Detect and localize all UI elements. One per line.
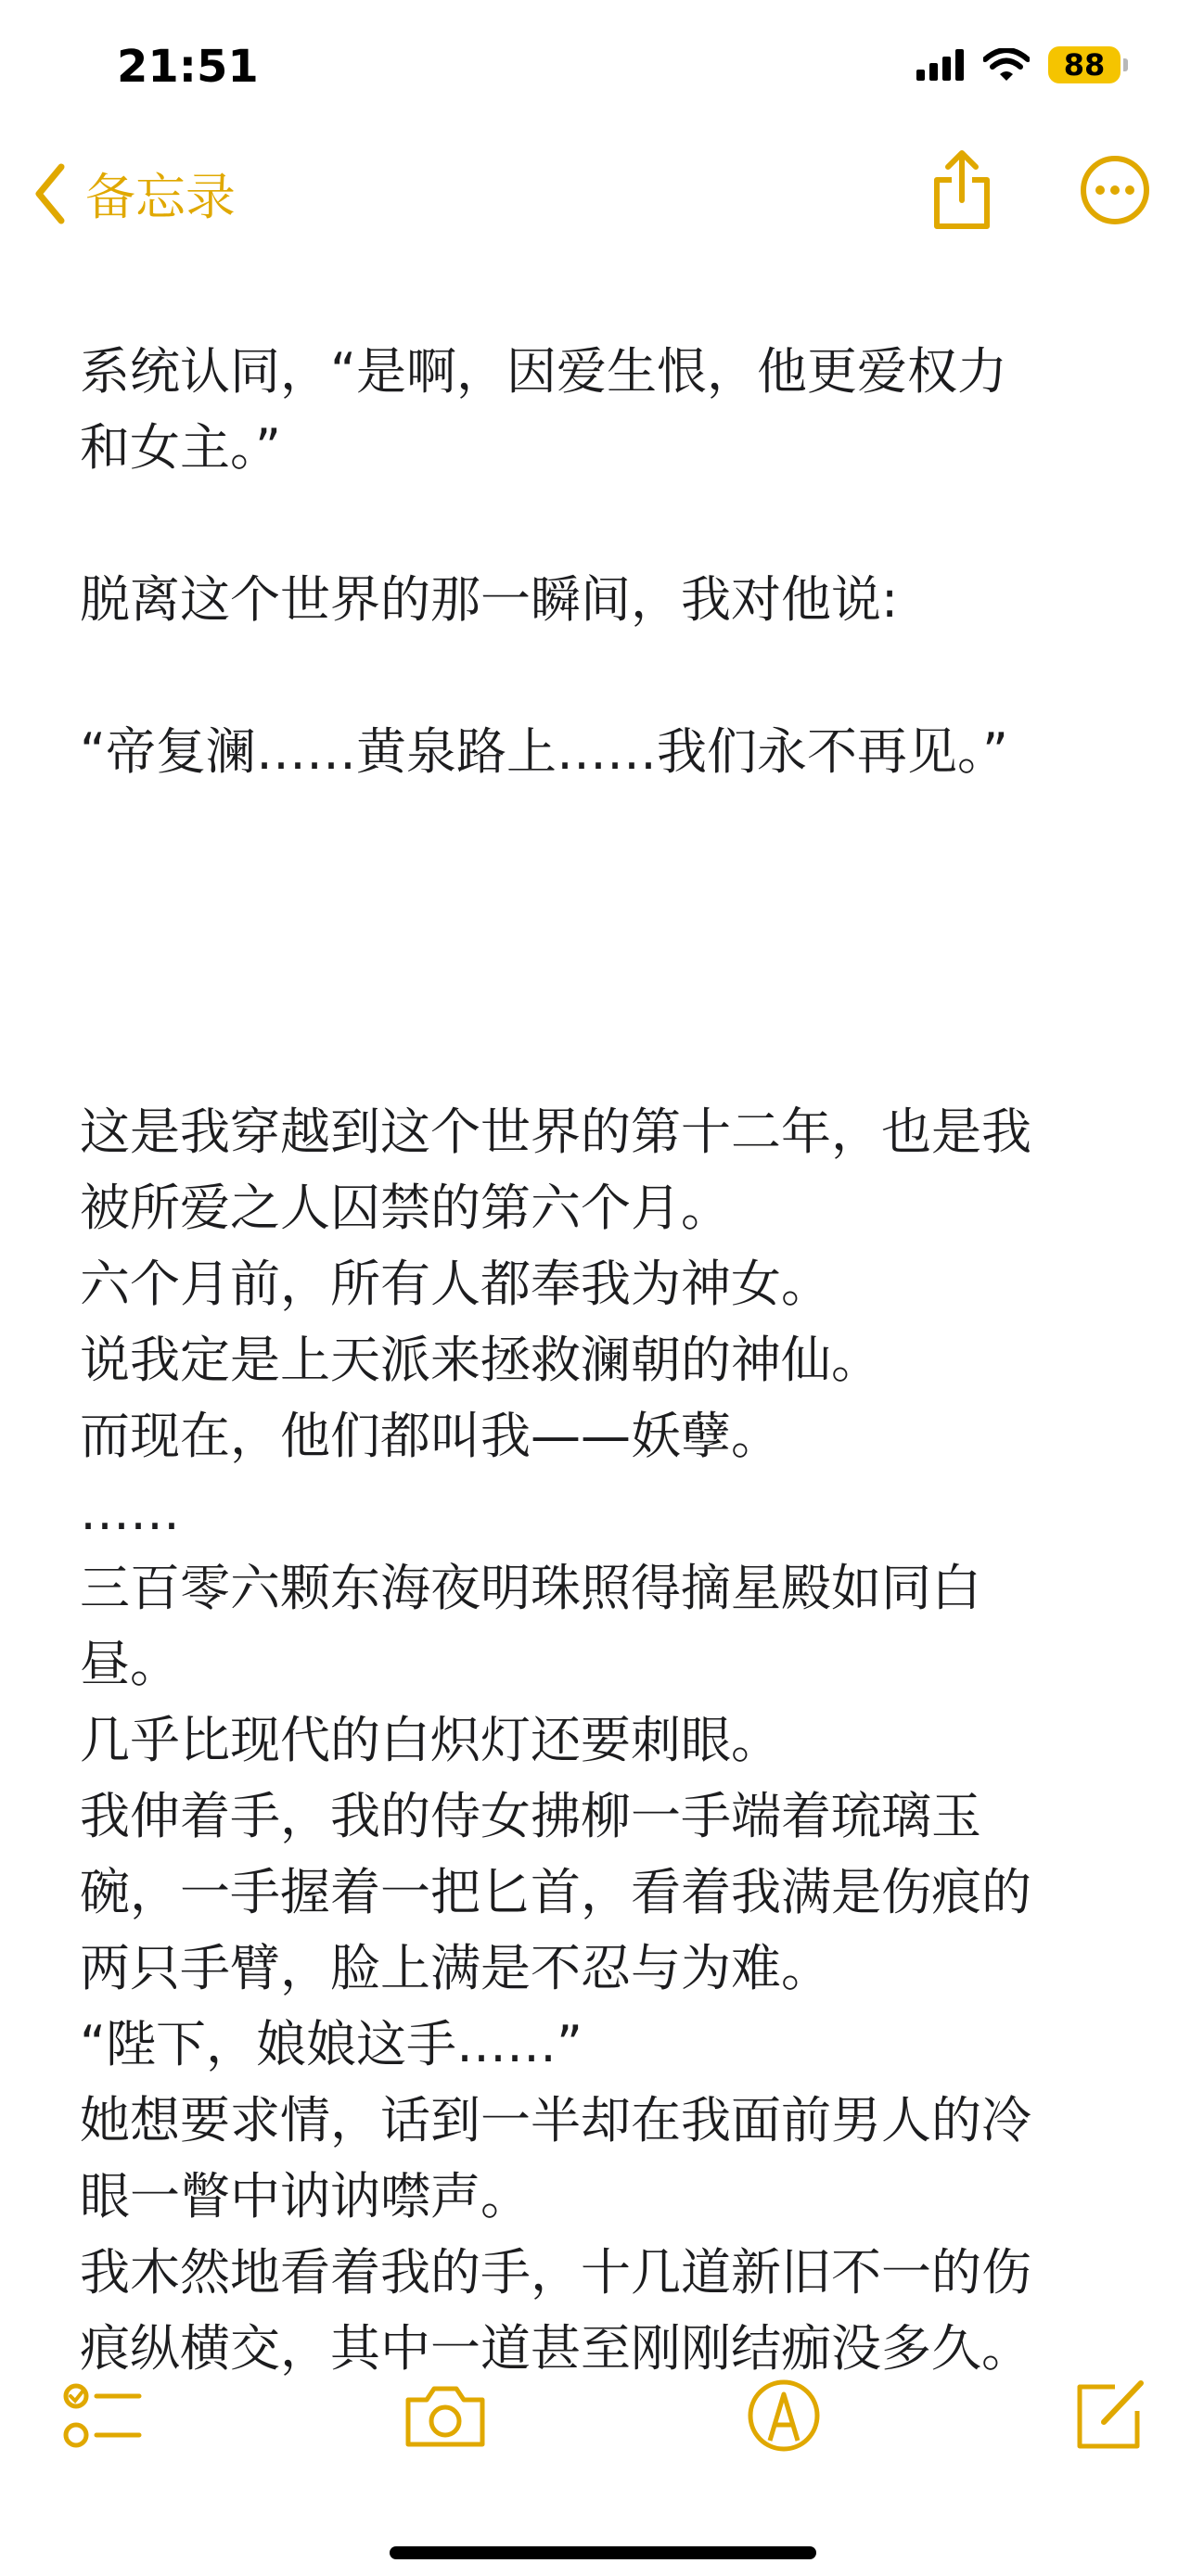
back-label: 备忘录: [85, 168, 236, 226]
note-line: 两只手臂，脸上满是不忍与为难。: [80, 1939, 831, 1997]
note-line: 眼一瞥中讷讷噤声。: [80, 2167, 531, 2225]
note-line: 系统认同，“是啊，因爱生恨，他更爱权力: [80, 342, 1007, 401]
note-line: 昼。: [80, 1635, 180, 1693]
note-line: 而现在，他们都叫我——妖孽。: [80, 1407, 781, 1465]
note-line: 她想要求情，话到一半却在我面前男人的冷: [80, 2091, 1031, 2149]
note-line: 脱离这个世界的那一瞬间，我对他说:: [80, 570, 899, 629]
note-line: 三百零六颗东海夜明珠照得摘星殿如同白: [80, 1559, 981, 1617]
note-line: 痕纵横交，其中一道甚至刚刚结痂没多久。: [80, 2319, 1031, 2378]
status-icons: [916, 46, 1121, 83]
note-line: 被所爱之人囚禁的第六个月。: [80, 1179, 731, 1237]
status-bar: [0, 0, 1191, 130]
note-body[interactable]: [80, 334, 1119, 2387]
share-icon[interactable]: [929, 148, 994, 232]
battery-level: 88: [1063, 47, 1106, 83]
note-line: 和女主。”: [80, 418, 281, 477]
note-line: 碗，一手握着一把匕首，看着我满是伤痕的: [80, 1863, 1031, 1921]
note-line: [80, 1018, 1119, 1094]
wifi-icon: [983, 48, 1030, 82]
note-line: [80, 486, 1119, 562]
note-line: “帝复澜……黄泉路上……我们永不再见。”: [80, 722, 1008, 781]
note-line: 我木然地看着我的手，十几道新旧不一的伤: [80, 2243, 1031, 2302]
more-icon[interactable]: [1078, 153, 1152, 227]
nav-bar: [0, 139, 1191, 241]
chevron-left-icon: [32, 161, 69, 226]
note-line: 六个月前，所有人都奉我为神女。: [80, 1255, 831, 1313]
note-line: [80, 638, 1119, 714]
note-line: [80, 866, 1119, 942]
checklist-icon[interactable]: [61, 2374, 145, 2457]
battery-icon: [1048, 46, 1121, 83]
note-line: 这是我穿越到这个世界的第十二年，也是我: [80, 1103, 1031, 1161]
back-button[interactable]: [32, 158, 236, 229]
nav-actions: [929, 148, 1152, 232]
note-line: 几乎比现代的白炽灯还要刺眼。: [80, 1711, 781, 1769]
status-time: 21:51: [117, 41, 259, 93]
home-indicator[interactable]: [390, 2546, 816, 2559]
compose-icon[interactable]: [1067, 2374, 1150, 2457]
note-line: “陛下，娘娘这手……”: [80, 2015, 583, 2073]
note-line: ……: [80, 1483, 180, 1541]
markup-icon[interactable]: [742, 2374, 826, 2457]
note-line: [80, 942, 1119, 1018]
camera-icon[interactable]: [403, 2374, 488, 2457]
note-line: 说我定是上天派来拯救澜朝的神仙。: [80, 1331, 881, 1389]
note-line: 我伸着手，我的侍女拂柳一手端着琉璃玉: [80, 1787, 981, 1845]
bottom-toolbar: [0, 2374, 1191, 2485]
note-line: [80, 790, 1119, 866]
signal-icon: [916, 49, 965, 81]
